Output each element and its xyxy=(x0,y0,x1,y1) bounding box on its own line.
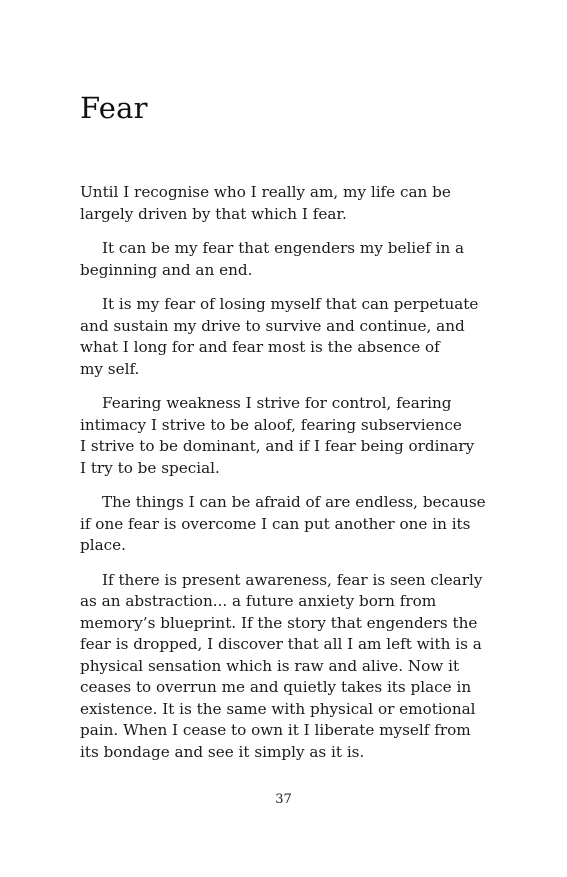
paragraph-4 xyxy=(80,393,475,479)
paragraph-2 xyxy=(80,238,472,281)
chapter-title: Fear xyxy=(80,91,148,125)
text-line: pain. When I cease to own it I liberate myself from xyxy=(80,721,471,739)
text-line: beginning and an end. xyxy=(80,260,253,279)
text-line: If there is present awareness, fear is seen clearly xyxy=(102,570,483,589)
text-line: intimacy I strive to be aloof, fearing subservience xyxy=(80,415,462,434)
paragraph-3 xyxy=(80,294,479,380)
text-line: as an abstraction... a future anxiety born from xyxy=(80,592,437,610)
text-line: my self. xyxy=(80,359,140,378)
paragraph-5 xyxy=(80,492,486,557)
text-line: fear is dropped, I discover that all I am left with is a xyxy=(80,635,482,653)
text-line: if one fear is overcome I can put another one in its xyxy=(80,514,471,533)
text-line: place. xyxy=(80,536,126,554)
text-line: I strive to be dominant, and if I fear being ordinary xyxy=(80,437,475,455)
paragraph-6 xyxy=(80,570,483,764)
text-line: It is my fear of losing myself that can perpetuate xyxy=(102,295,479,313)
text-line: physical sensation which is raw and alive. Now it xyxy=(80,656,460,675)
text-line: largely driven by that which I fear. xyxy=(80,204,347,223)
page-number: 37 xyxy=(275,792,292,807)
text-line: memory’s blueprint. If the story that engenders the xyxy=(80,613,478,632)
text-line: Fearing weakness I strive for control, fearing xyxy=(102,394,452,412)
text-line: It can be my fear that engenders my belief in a xyxy=(102,239,465,257)
text-line: Until I recognise who I really am, my life can be xyxy=(80,183,451,201)
text-line: what I long for and fear most is the absence of xyxy=(80,338,440,356)
text-line: The things I can be afraid of are endless, because xyxy=(102,493,486,511)
text-line: and sustain my drive to survive and continue, and xyxy=(80,316,465,335)
text-line: existence. It is the same with physical or emotional xyxy=(80,699,476,718)
chapter-body xyxy=(80,182,486,776)
paragraph-1 xyxy=(80,182,472,225)
text-line: ceases to overrun me and quietly takes its place in xyxy=(80,678,472,696)
text-line: I try to be special. xyxy=(80,458,220,477)
text-line: its bondage and see it simply as it is. xyxy=(80,742,365,761)
